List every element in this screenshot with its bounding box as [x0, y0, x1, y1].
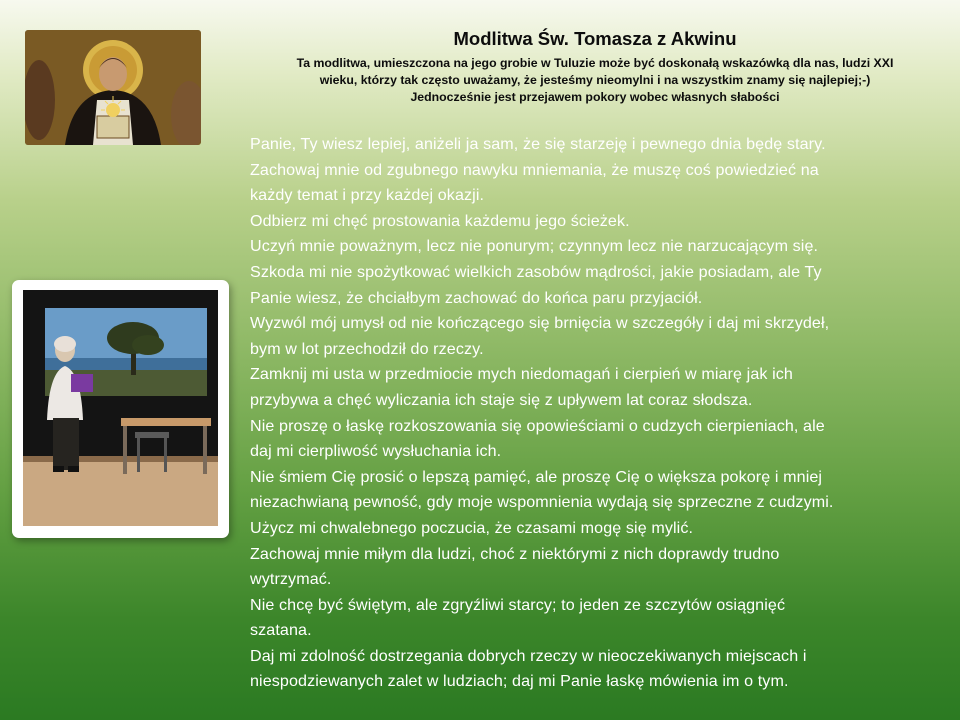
subtitle-line: Jednocześnie jest przejawem pokory wobec własnych słabości	[410, 90, 780, 104]
prayer-line: Panie, Ty wiesz lepiej, aniżeli ja sam, że się starzeję i pewnego dnia będę stary.	[250, 135, 826, 153]
prayer-line: daj mi cierpliwość wysłuchania ich.	[250, 442, 502, 461]
prayer-line: Wyzwól mój umysł od nie kończącego się brnięcia w szczegóły i daj mi skrzydeł,	[250, 314, 830, 333]
saint-portrait-image	[25, 30, 201, 145]
prayer-line: Szkoda mi nie spożytkować wielkich zasobów mądrości, jakie posiadam, ale Ty	[250, 262, 822, 281]
prayer-line: Daj mi zdolność dostrzegania dobrych rzeczy w nieoczekiwanych miejscach i	[250, 646, 807, 665]
prayer-line: Zamknij mi usta w przedmiocie mych niedomagań i cierpień w miarę jak ich	[250, 365, 793, 384]
prayer-line: Użycz mi chwalebnego poczucia, że czasami mogę się mylić.	[250, 518, 694, 537]
prayer-line: przybywa a chęć wyliczania ich staje się z upływem lat coraz słodsza.	[250, 390, 753, 409]
prayer-line: Zachowaj mnie miłym dla ludzi, choć z niektórymi z nich doprawdy trudno	[250, 544, 780, 563]
subtitle-line: Ta modlitwa, umieszczona na jego grobie w Tuluzie może być doskonałą wskazówką dla nas, ludzi XXI	[296, 56, 894, 70]
prayer-line: niezachwianą pewność, gdy moje wspomnienia wydają się sprzeczne z cudzymi.	[250, 493, 834, 512]
prayer-line: Nie śmiem Cię prosić o lepszą pamięć, ale proszę Cię o większa pokorę i mniej	[250, 467, 823, 486]
prayer-line: Nie chcę być świętym, ale zgryźliwi starcy; to jeden ze szczytów osiągnięć	[250, 595, 786, 614]
prayer-line: każdy temat i przy każdej okazji.	[250, 186, 485, 205]
prayer-line: Nie proszę o łaskę rozkoszowania się opowieściami o cudzych cierpieniach, ale	[250, 416, 825, 435]
prayer-line: Zachowaj mnie od zgubnego nawyku mniemania, że muszę coś powiedzieć na	[250, 160, 819, 179]
reader-photo	[23, 290, 218, 526]
prayer-line: niespodziewanych zalet w ludziach; daj mi Panie łaskę mówienia im o tym.	[250, 672, 789, 691]
prayer-line: szatana.	[250, 621, 312, 640]
page-title: Modlitwa Św. Tomasza z Akwinu	[453, 28, 737, 49]
prayer-line: Odbierz mi chęć prostowania każdemu jego ścieżek.	[250, 211, 630, 230]
subtitle-line: wieku, którzy tak często uważamy, że jesteśmy nieomylni i na wszystkim znamy się najlepiej;-)	[319, 73, 871, 87]
prayer-text	[250, 132, 950, 695]
reader-photo-frame	[12, 280, 229, 538]
prayer-line: Uczyń mnie poważnym, lecz nie ponurym; czynnym lecz nie narzucającym się.	[250, 237, 819, 256]
subtitle	[255, 55, 935, 106]
prayer-line: wytrzymać.	[250, 570, 332, 589]
prayer-line: Panie wiesz, że chciałbym zachować do końca paru przyjaciół.	[250, 288, 703, 307]
prayer-line: bym w lot przechodził do rzeczy.	[250, 339, 484, 358]
